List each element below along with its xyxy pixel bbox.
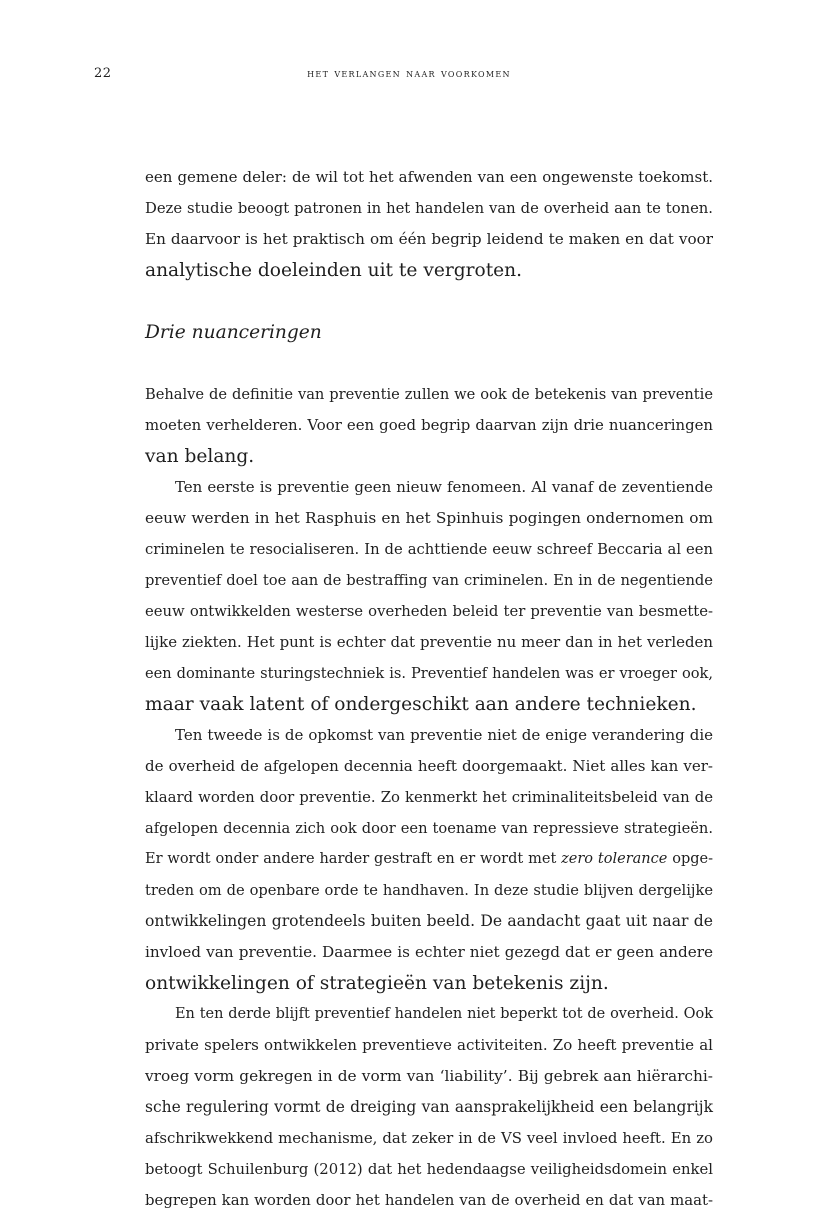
text-line: sche regulering vormt de dreiging van aansprakelijkheid een belangrijk <box>145 1098 713 1116</box>
text-line: ontwikkelingen grotendeels buiten beeld. De aandacht gaat uit naar de <box>145 912 713 930</box>
text-line: maar vaak latent of ondergeschikt aan andere technieken. <box>145 694 697 715</box>
text-line: moeten verhelderen. Voor een goed begrip daarvan zijn drie nuanceringen <box>145 416 713 434</box>
text-line: lijke ziekten. Het punt is echter dat preventie nu meer dan in het verleden <box>145 633 713 651</box>
text-line: van belang. <box>145 446 255 467</box>
text-line: vroeg vorm gekregen in de vorm van ‘liability’. Bij gebrek aan hiërarchi- <box>145 1067 713 1085</box>
spacer <box>145 348 713 379</box>
page-number: 22 <box>94 66 112 81</box>
text-line: afschrikwekkend mechanisme, dat zeker in de VS veel invloed heeft. En zo <box>145 1129 713 1147</box>
text-line: Behalve de definitie van preventie zullen we ook de betekenis van preventie <box>145 386 713 403</box>
running-title: het verlangen naar voorkomen <box>307 66 511 80</box>
text-line: treden om de openbare orde te handhaven. In deze studie blijven dergelijke <box>145 882 713 899</box>
text-segment: Er wordt onder andere harder gestraft en er wordt met <box>145 851 562 867</box>
text-line: Ten eerste is preventie geen nieuw fenomeen. Al vanaf de zeventiende <box>175 478 713 496</box>
text-line: een gemene deler: de wil tot het afwenden van een ongewenste toekomst. <box>145 168 713 186</box>
running-head <box>94 66 724 86</box>
text-line: analytische doeleinden uit te vergroten. <box>145 260 523 281</box>
text-line: En ten derde blijft preventief handelen niet beperkt tot de overheid. Ook <box>175 1006 713 1022</box>
text-line: eeuw werden in het Rasphuis en het Spinhuis pogingen ondernomen om <box>145 509 713 527</box>
italic-term: zero tolerance <box>561 851 668 867</box>
text-line: invloed van preventie. Daarmee is echter niet gezegd dat er geen andere <box>145 943 713 961</box>
section-subheading: Drie nuanceringen <box>145 322 322 343</box>
text-line: criminelen te resocialiseren. In de achttiende eeuw schreef Beccaria al een <box>145 541 713 558</box>
text-line: Deze studie beoogt patronen in het handelen van de overheid aan te tonen. <box>145 200 713 217</box>
spacer <box>145 286 713 317</box>
text-line: eeuw ontwikkelden westerse overheden beleid ter preventie van besmette- <box>145 603 713 620</box>
text-line: afgelopen decennia zich ook door een toename van repressieve strategieën. <box>145 820 713 837</box>
text-line: een dominante sturingstechniek is. Preventief handelen was er vroeger ook, <box>145 665 713 682</box>
text-line: betoogt Schuilenburg (2012) dat het hedendaagse veiligheidsdomein enkel <box>145 1161 713 1178</box>
text-segment: opge- <box>667 851 713 867</box>
text-line-with-italic <box>145 844 713 875</box>
text-line: private spelers ontwikkelen preventieve activiteiten. Zo heeft preventie al <box>145 1036 713 1054</box>
text-line: Ten tweede is de opkomst van preventie niet de enige verandering die <box>175 726 713 744</box>
text-line: preventief doel toe aan de bestraffing van criminelen. En in de negentiende <box>145 572 713 589</box>
body-text <box>145 162 713 1216</box>
text-line: begrepen kan worden door het handelen van de overheid en dat van maat- <box>145 1191 713 1209</box>
text-line: de overheid de afgelopen decennia heeft doorgemaakt. Niet alles kan ver- <box>145 757 713 775</box>
text-line: En daarvoor is het praktisch om één begrip leidend te maken en dat voor <box>145 230 713 248</box>
text-line: ontwikkelingen of strategieën van betekenis zijn. <box>145 973 609 994</box>
text-line: klaard worden door preventie. Zo kenmerkt het criminaliteitsbeleid van de <box>145 788 713 806</box>
